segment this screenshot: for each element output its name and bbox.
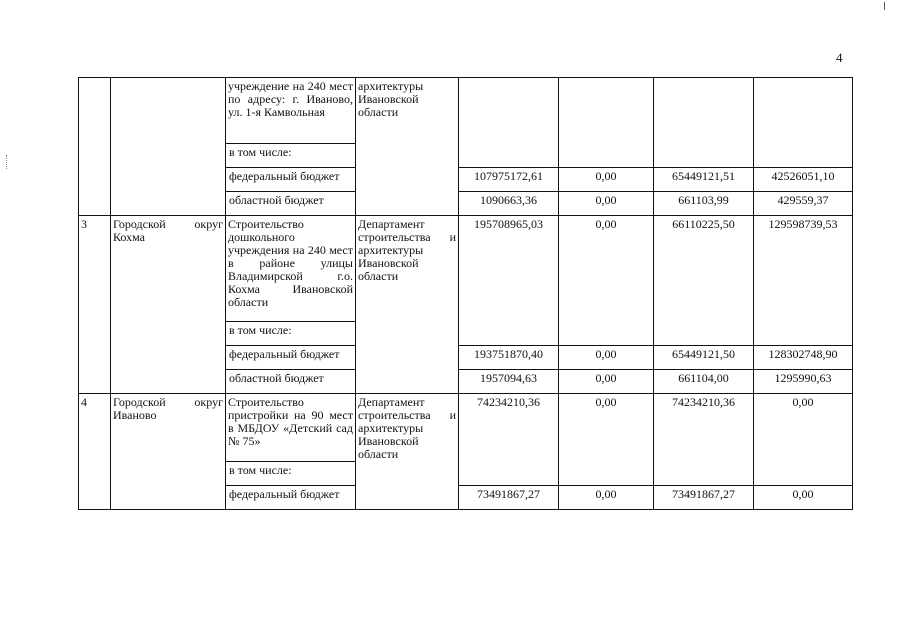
scan-speck [6, 155, 13, 169]
cell-no: 3 [79, 216, 111, 394]
cell-object-name: Строительство пристройки на 90 мест в МБДОУ «Детский сад № 75» [226, 394, 356, 462]
cell-value: 74234210,36 [459, 394, 559, 486]
table-row [79, 78, 853, 144]
page-number: 4 [836, 50, 843, 65]
cell-value: 128302748,90 [754, 346, 853, 370]
cell-value: 0,00 [559, 346, 654, 370]
cell-value: 1295990,63 [754, 370, 853, 394]
cell-regional-label: областной бюджет [226, 192, 356, 216]
cell-value: 66110225,50 [654, 216, 754, 346]
cell-value [754, 78, 853, 168]
cell-value: 1090663,36 [459, 192, 559, 216]
cell-value: 0,00 [559, 486, 654, 510]
cell-object-name: Строительство дошкольного учреждения на 240 мест в районе улицы Владимирской г.о. Кохма Ивановской области [226, 216, 356, 322]
cell-district: Городской округ Иваново [111, 394, 226, 510]
cell-value: 661103,99 [654, 192, 754, 216]
cell-department: Департамент строительства и архитектуры Ивановской области [356, 394, 459, 510]
cell-no [79, 78, 111, 216]
cell-value: 65449121,50 [654, 346, 754, 370]
cell-value: 193751870,40 [459, 346, 559, 370]
cell-regional-label: областной бюджет [226, 370, 356, 394]
cell-value [654, 78, 754, 168]
cell-value: 0,00 [559, 192, 654, 216]
cell-district [111, 78, 226, 216]
cell-value: 0,00 [559, 394, 654, 486]
cell-value: 42526051,10 [754, 168, 853, 192]
budget-table [78, 77, 853, 510]
cell-department: архитектуры Ивановской области [356, 78, 459, 216]
cell-value: 429559,37 [754, 192, 853, 216]
cell-value: 0,00 [754, 394, 853, 486]
cell-value: 195708965,03 [459, 216, 559, 346]
cell-subtotal-label: в том числе: [226, 462, 356, 486]
cell-subtotal-label: в том числе: [226, 144, 356, 168]
cell-value [559, 78, 654, 168]
cell-federal-label: федеральный бюджет [226, 346, 356, 370]
cell-value: 0,00 [559, 216, 654, 346]
cell-value: 73491867,27 [654, 486, 754, 510]
cell-value: 0,00 [754, 486, 853, 510]
cell-object-name: учреждение на 240 мест по адресу: г. Иваново, ул. 1-я Камвольная [226, 78, 356, 144]
cell-federal-label: федеральный бюджет [226, 168, 356, 192]
scan-edge-mark [884, 2, 885, 10]
cell-value: 65449121,51 [654, 168, 754, 192]
cell-federal-label: федеральный бюджет [226, 486, 356, 510]
cell-value: 74234210,36 [654, 394, 754, 486]
cell-value: 1957094,63 [459, 370, 559, 394]
table-row [79, 394, 853, 462]
cell-value: 73491867,27 [459, 486, 559, 510]
cell-value [459, 78, 559, 168]
cell-value: 129598739,53 [754, 216, 853, 346]
cell-value: 0,00 [559, 168, 654, 192]
cell-no: 4 [79, 394, 111, 510]
table-row [79, 216, 853, 322]
cell-subtotal-label: в том числе: [226, 322, 356, 346]
cell-value: 661104,00 [654, 370, 754, 394]
cell-value: 107975172,61 [459, 168, 559, 192]
cell-district: Городской округ Кохма [111, 216, 226, 394]
cell-value: 0,00 [559, 370, 654, 394]
cell-department: Департамент строительства и архитектуры Ивановской области [356, 216, 459, 394]
